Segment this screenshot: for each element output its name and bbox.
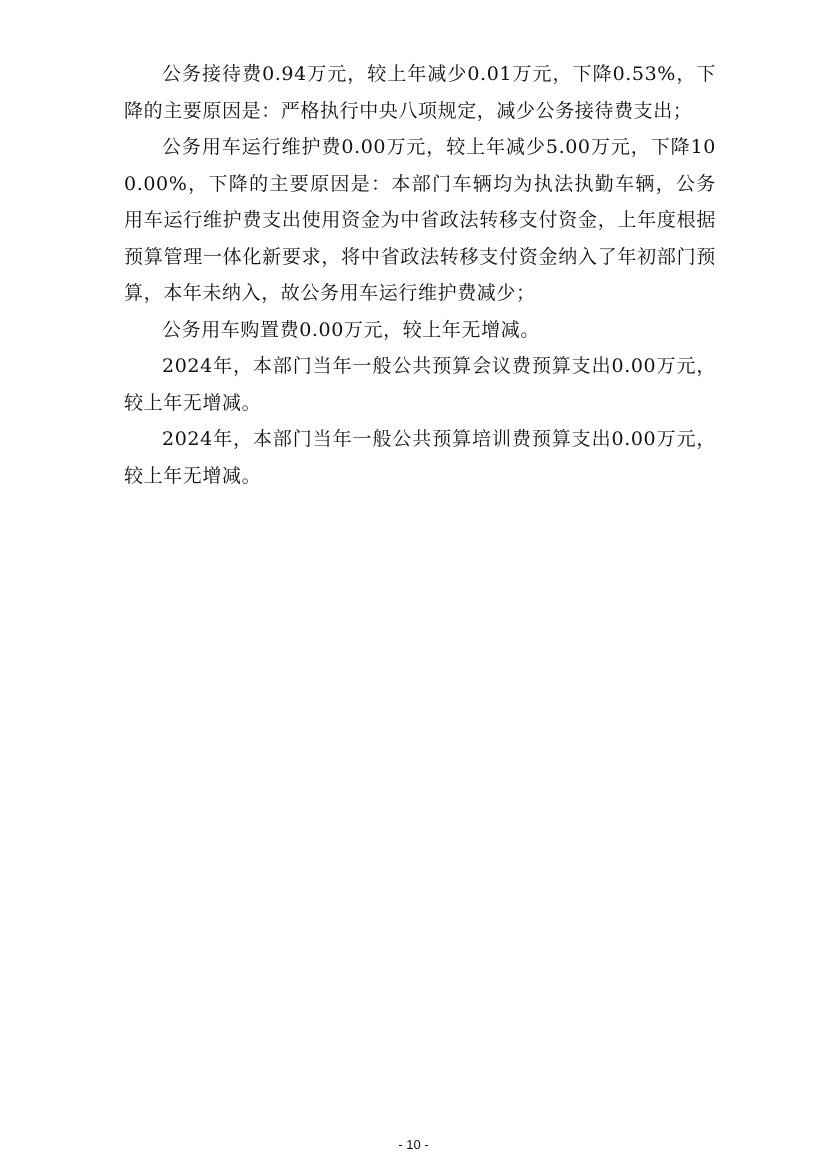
document-body [124,56,716,494]
paragraph-vehicle-maintenance: 公务用车运行维护费0.00万元，较上年减少5.00万元，下降100.00%，下降的主要原因是：本部门车辆均为执法执勤车辆，公务用车运行维护费支出使用资金为中省政法转移支付资金，上年度根据预算管理一体化新要求，将中省政法转移支付资金纳入了年初部门预算，本年未纳入，故公务用车运行维护费减少； [124,136,716,304]
page-number: - 10 - [398,1137,429,1152]
paragraph-training-expense: 2024年，本部门当年一般公共预算培训费预算支出0.00万元，较上年无增减。 [124,428,716,487]
paragraph-vehicle-purchase: 公务用车购置费0.00万元，较上年无增减。 [162,318,540,341]
paragraph-official-reception: 公务接待费0.94万元，较上年减少0.01万元，下降0.53%，下降的主要原因是：严格执行中央八项规定，减少公务接待费支出； [124,63,716,122]
paragraph-meeting-expense: 2024年，本部门当年一般公共预算会议费预算支出0.00万元，较上年无增减。 [124,355,716,414]
